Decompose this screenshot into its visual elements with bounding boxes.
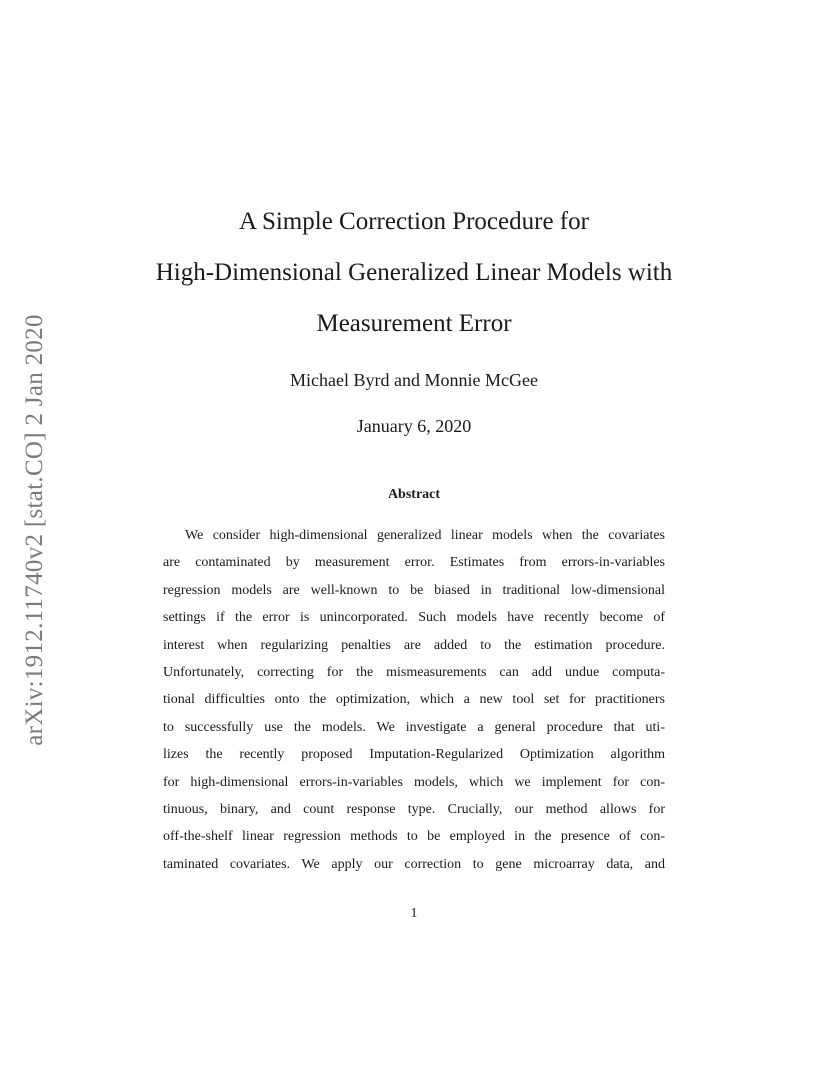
abstract-line: tinuous, binary, and count response type. Crucially, our method allows for <box>163 802 665 818</box>
arxiv-identifier-stamp: arXiv:1912.11740v2 [stat.CO] 2 Jan 2020 <box>21 314 48 746</box>
abstract-line: are contaminated by measurement error. Estimates from errors-in-variables <box>163 555 665 571</box>
abstract-line: lizes the recently proposed Imputation-Regularized Optimization algorithm <box>163 747 665 763</box>
abstract-line: to successfully use the models. We investigate a general procedure that uti- <box>163 719 665 735</box>
abstract-line: tional difficulties onto the optimization, which a new tool set for practitioners <box>163 692 665 708</box>
abstract-line: settings if the error is unincorporated. Such models have recently become of <box>163 610 665 626</box>
abstract-line: off-the-shelf linear regression methods to be employed in the presence of con- <box>163 829 665 845</box>
page-number: 1 <box>410 906 418 921</box>
author-list: Michael Byrd and Monnie McGee <box>290 370 538 390</box>
title-line: A Simple Correction Procedure for <box>239 208 589 235</box>
abstract-line: for high-dimensional errors-in-variables models, which we implement for con- <box>163 774 665 790</box>
abstract-heading: Abstract <box>387 487 441 502</box>
title-line: Measurement Error <box>316 310 512 337</box>
abstract-line: regression models are well-known to be biased in traditional low-dimensional <box>163 582 665 598</box>
abstract-line: interest when regularizing penalties are added to the estimation procedure. <box>163 637 665 653</box>
paper-title <box>0 196 828 349</box>
publication-date: January 6, 2020 <box>356 416 472 436</box>
abstract-line: Unfortunately, correcting for the mismeasurements can add undue computa- <box>163 665 665 681</box>
abstract-line: taminated covariates. We apply our correction to gene microarray data, and <box>163 856 665 872</box>
title-line: High-Dimensional Generalized Linear Models with <box>155 259 673 286</box>
abstract-line: We consider high-dimensional generalized linear models when the covariates <box>185 528 665 543</box>
abstract-body <box>163 522 665 878</box>
